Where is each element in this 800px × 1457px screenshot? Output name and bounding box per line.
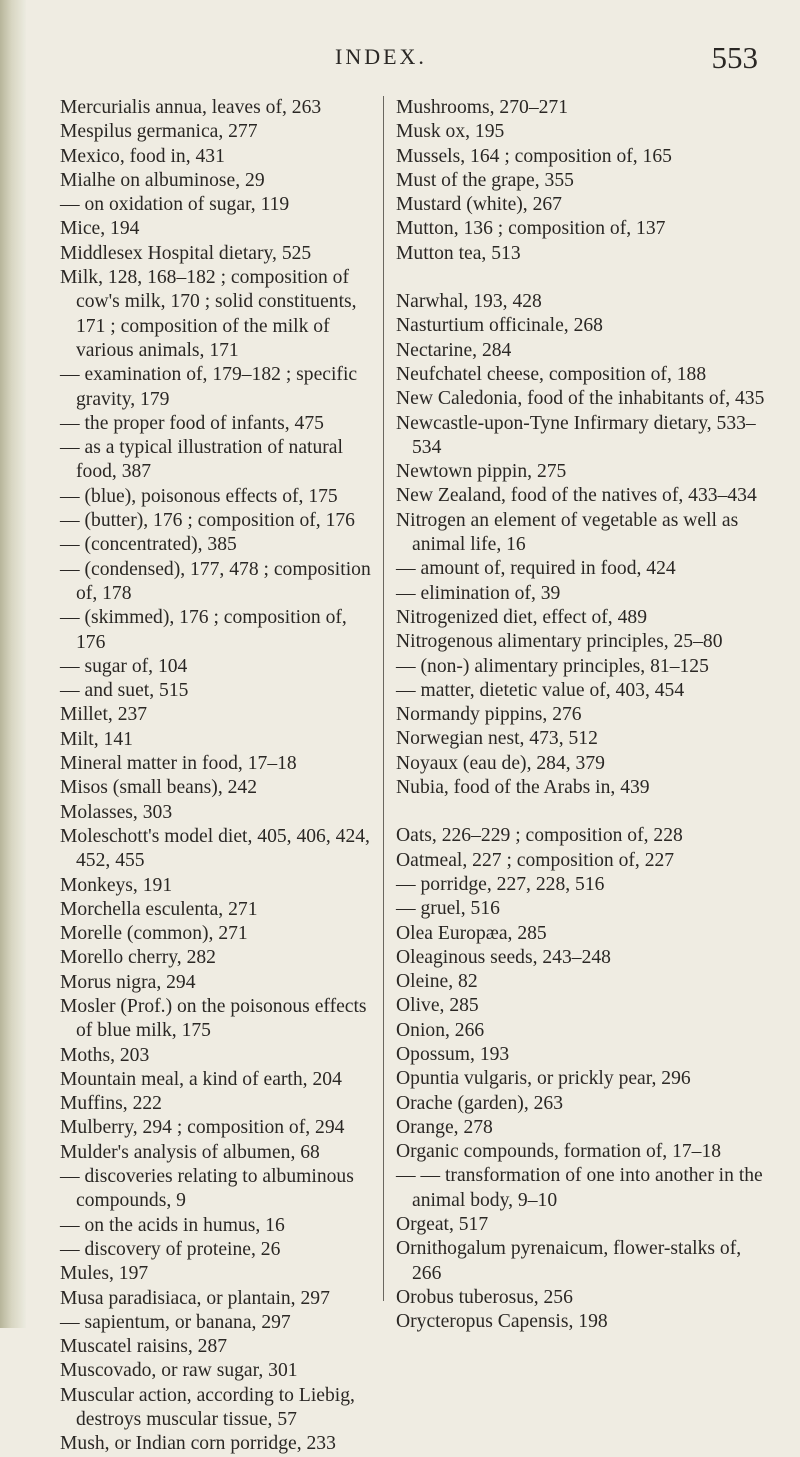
index-entry: Mineral matter in food, 17–18 <box>60 753 297 775</box>
index-entry: Mulder's analysis of albumen, 68 <box>60 1141 320 1163</box>
index-entry: Mercurialis annua, leaves of, 263 <box>60 97 322 118</box>
index-entry: Mice, 194 <box>60 218 140 240</box>
index-entry: Misos (small beans), 242 <box>60 777 258 799</box>
index-entry: Nubia, food of the Arabs in, 439 <box>396 777 650 799</box>
index-entry: — on the acids in humus, 16 <box>60 1214 285 1236</box>
index-entry: Mexico, food in, 431 <box>60 145 225 167</box>
index-entry: Mussels, 164 ; composition of, 165 <box>396 145 672 167</box>
index-entry: Monkeys, 191 <box>60 874 173 896</box>
index-entry: — discoveries relating to albuminous compounds, 9 <box>60 1166 354 1212</box>
index-entry: — (concentrated), 385 <box>60 534 237 556</box>
index-column-right <box>396 96 768 1335</box>
index-entry: Olive, 285 <box>396 995 479 1017</box>
index-entry: Norwegian nest, 473, 512 <box>396 728 598 750</box>
index-entry: Nectarine, 284 <box>396 339 512 361</box>
index-entry: — (blue), poisonous effects of, 175 <box>60 485 338 507</box>
index-entry: Oatmeal, 227 ; composition of, 227 <box>396 849 675 871</box>
letter-section-break <box>396 800 768 824</box>
index-entry: Nasturtium officinale, 268 <box>396 315 603 337</box>
index-entry: Mules, 197 <box>60 1263 149 1285</box>
index-entry: — sugar of, 104 <box>60 655 188 677</box>
index-entry: — (non-) alimentary principles, 81–125 <box>396 655 709 677</box>
index-entry: Neufchatel cheese, composition of, 188 <box>396 363 707 385</box>
index-entry: New Zealand, food of the natives of, 433–434 <box>396 485 757 507</box>
index-entry: — elimination of, 39 <box>396 582 561 604</box>
index-entry: Orobus tuberosus, 256 <box>396 1286 573 1308</box>
index-entry: Oleaginous seeds, 243–248 <box>396 946 611 968</box>
column-divider <box>383 96 384 1301</box>
index-entry: Mustard (white), 267 <box>396 194 562 216</box>
index-entry: Muffins, 222 <box>60 1093 162 1115</box>
index-entry: Onion, 266 <box>396 1019 485 1041</box>
index-entry: — matter, dietetic value of, 403, 454 <box>396 679 685 701</box>
index-entry: New Caledonia, food of the inhabitants of, 435 <box>396 388 765 410</box>
index-entry: Mialhe on albuminose, 29 <box>60 169 265 191</box>
index-entry: — the proper food of infants, 475 <box>60 412 324 434</box>
index-entry: Mush, or Indian corn porridge, 233 <box>60 1433 336 1455</box>
index-entry: Morchella esculenta, 271 <box>60 898 258 920</box>
index-entry: — (butter), 176 ; composition of, 176 <box>60 510 355 532</box>
index-entry: Muscatel raisins, 287 <box>60 1336 228 1358</box>
index-entry: Mountain meal, a kind of earth, 204 <box>60 1068 342 1090</box>
index-entry: Moths, 203 <box>60 1044 150 1066</box>
index-entry: Musa paradisiaca, or plantain, 297 <box>60 1287 330 1309</box>
index-entry: Middlesex Hospital dietary, 525 <box>60 242 312 264</box>
index-entry: Mutton tea, 513 <box>396 242 521 264</box>
index-entry: Molasses, 303 <box>60 801 173 823</box>
index-entry: — (condensed), 177, 478 ; composition of, 178 <box>60 558 371 604</box>
index-entry: Milt, 141 <box>60 728 133 750</box>
index-entry: Orache (garden), 263 <box>396 1092 564 1114</box>
index-entry: Muscovado, or raw sugar, 301 <box>60 1360 298 1382</box>
index-entry: Orange, 278 <box>396 1116 493 1138</box>
index-entry: — (skimmed), 176 ; composition of, 176 <box>60 607 347 653</box>
index-entry: — amount of, required in food, 424 <box>396 558 676 580</box>
index-entry: Opossum, 193 <box>396 1043 510 1065</box>
index-entry: — on oxidation of sugar, 119 <box>60 194 290 216</box>
page-gutter-shadow <box>0 0 26 1328</box>
index-column-left <box>60 96 376 1457</box>
index-entry: Newcastle-upon-Tyne Infirmary dietary, 533–534 <box>396 412 756 458</box>
index-entry: Oleine, 82 <box>396 971 478 993</box>
index-entry: — discovery of proteine, 26 <box>60 1238 281 1260</box>
index-entry: Orycteropus Capensis, 198 <box>396 1311 608 1333</box>
index-entry: — and suet, 515 <box>60 680 189 702</box>
index-entry: Nitrogenized diet, effect of, 489 <box>396 606 647 628</box>
index-entry: Millet, 237 <box>60 704 148 726</box>
index-entry: Morelle (common), 271 <box>60 923 248 945</box>
index-entry: Opuntia vulgaris, or prickly pear, 296 <box>396 1068 691 1090</box>
index-entry: — sapientum, or banana, 297 <box>60 1311 291 1333</box>
index-entry: Orgeat, 517 <box>396 1214 489 1236</box>
index-entry: Newtown pippin, 275 <box>396 461 567 483</box>
running-title: INDEX. <box>335 44 427 69</box>
index-entry: Mulberry, 294 ; composition of, 294 <box>60 1117 345 1139</box>
index-entry: Must of the grape, 355 <box>396 169 574 191</box>
index-entry: Nitrogenous alimentary principles, 25–80 <box>396 631 723 653</box>
index-entry: Oats, 226–229 ; composition of, 228 <box>396 825 683 847</box>
index-entry: Morus nigra, 294 <box>60 971 196 993</box>
page-number: 553 <box>711 40 758 75</box>
page-header <box>0 40 800 84</box>
index-entry: Mushrooms, 270–271 <box>396 97 569 118</box>
index-entry: Nitrogen an element of vegetable as well as animal life, 16 <box>396 509 739 556</box>
index-entry: Narwhal, 193, 428 <box>396 291 542 313</box>
index-entry: — examination of, 179–182 ; specific gravity, 179 <box>60 364 358 410</box>
index-entry: Musk ox, 195 <box>396 121 505 143</box>
index-entry: Ornithogalum pyrenaicum, flower-stalks of, 266 <box>396 1238 742 1284</box>
index-entry: Muscular action, according to Liebig, destroys muscular tissue, 57 <box>60 1384 355 1431</box>
index-entry: Mespilus germanica, 277 <box>60 121 258 143</box>
index-entry: Noyaux (eau de), 284, 379 <box>396 752 605 774</box>
index-entry: Normandy pippins, 276 <box>396 704 582 726</box>
letter-section-break <box>396 266 768 290</box>
index-entry: Moleschott's model diet, 405, 406, 424, 452, 455 <box>60 825 370 872</box>
index-entry: Mosler (Prof.) on the poisonous effects of blue milk, 175 <box>60 995 367 1042</box>
index-entry: Morello cherry, 282 <box>60 947 216 969</box>
index-entry: Milk, 128, 168–182 ; composition of cow's milk, 170 ; solid constituents, 171 ; composition of the milk of various animals, 171 <box>60 267 357 361</box>
index-entry: — gruel, 516 <box>396 898 500 920</box>
index-entry: Mutton, 136 ; composition of, 137 <box>396 218 666 240</box>
index-entry: — — transformation of one into another in the animal body, 9–10 <box>396 1165 763 1211</box>
index-entry: — as a typical illustration of natural food, 387 <box>60 437 343 483</box>
index-entry: Olea Europæa, 285 <box>396 922 547 944</box>
index-entry: — porridge, 227, 228, 516 <box>396 873 605 895</box>
index-entry: Organic compounds, formation of, 17–18 <box>396 1141 722 1163</box>
